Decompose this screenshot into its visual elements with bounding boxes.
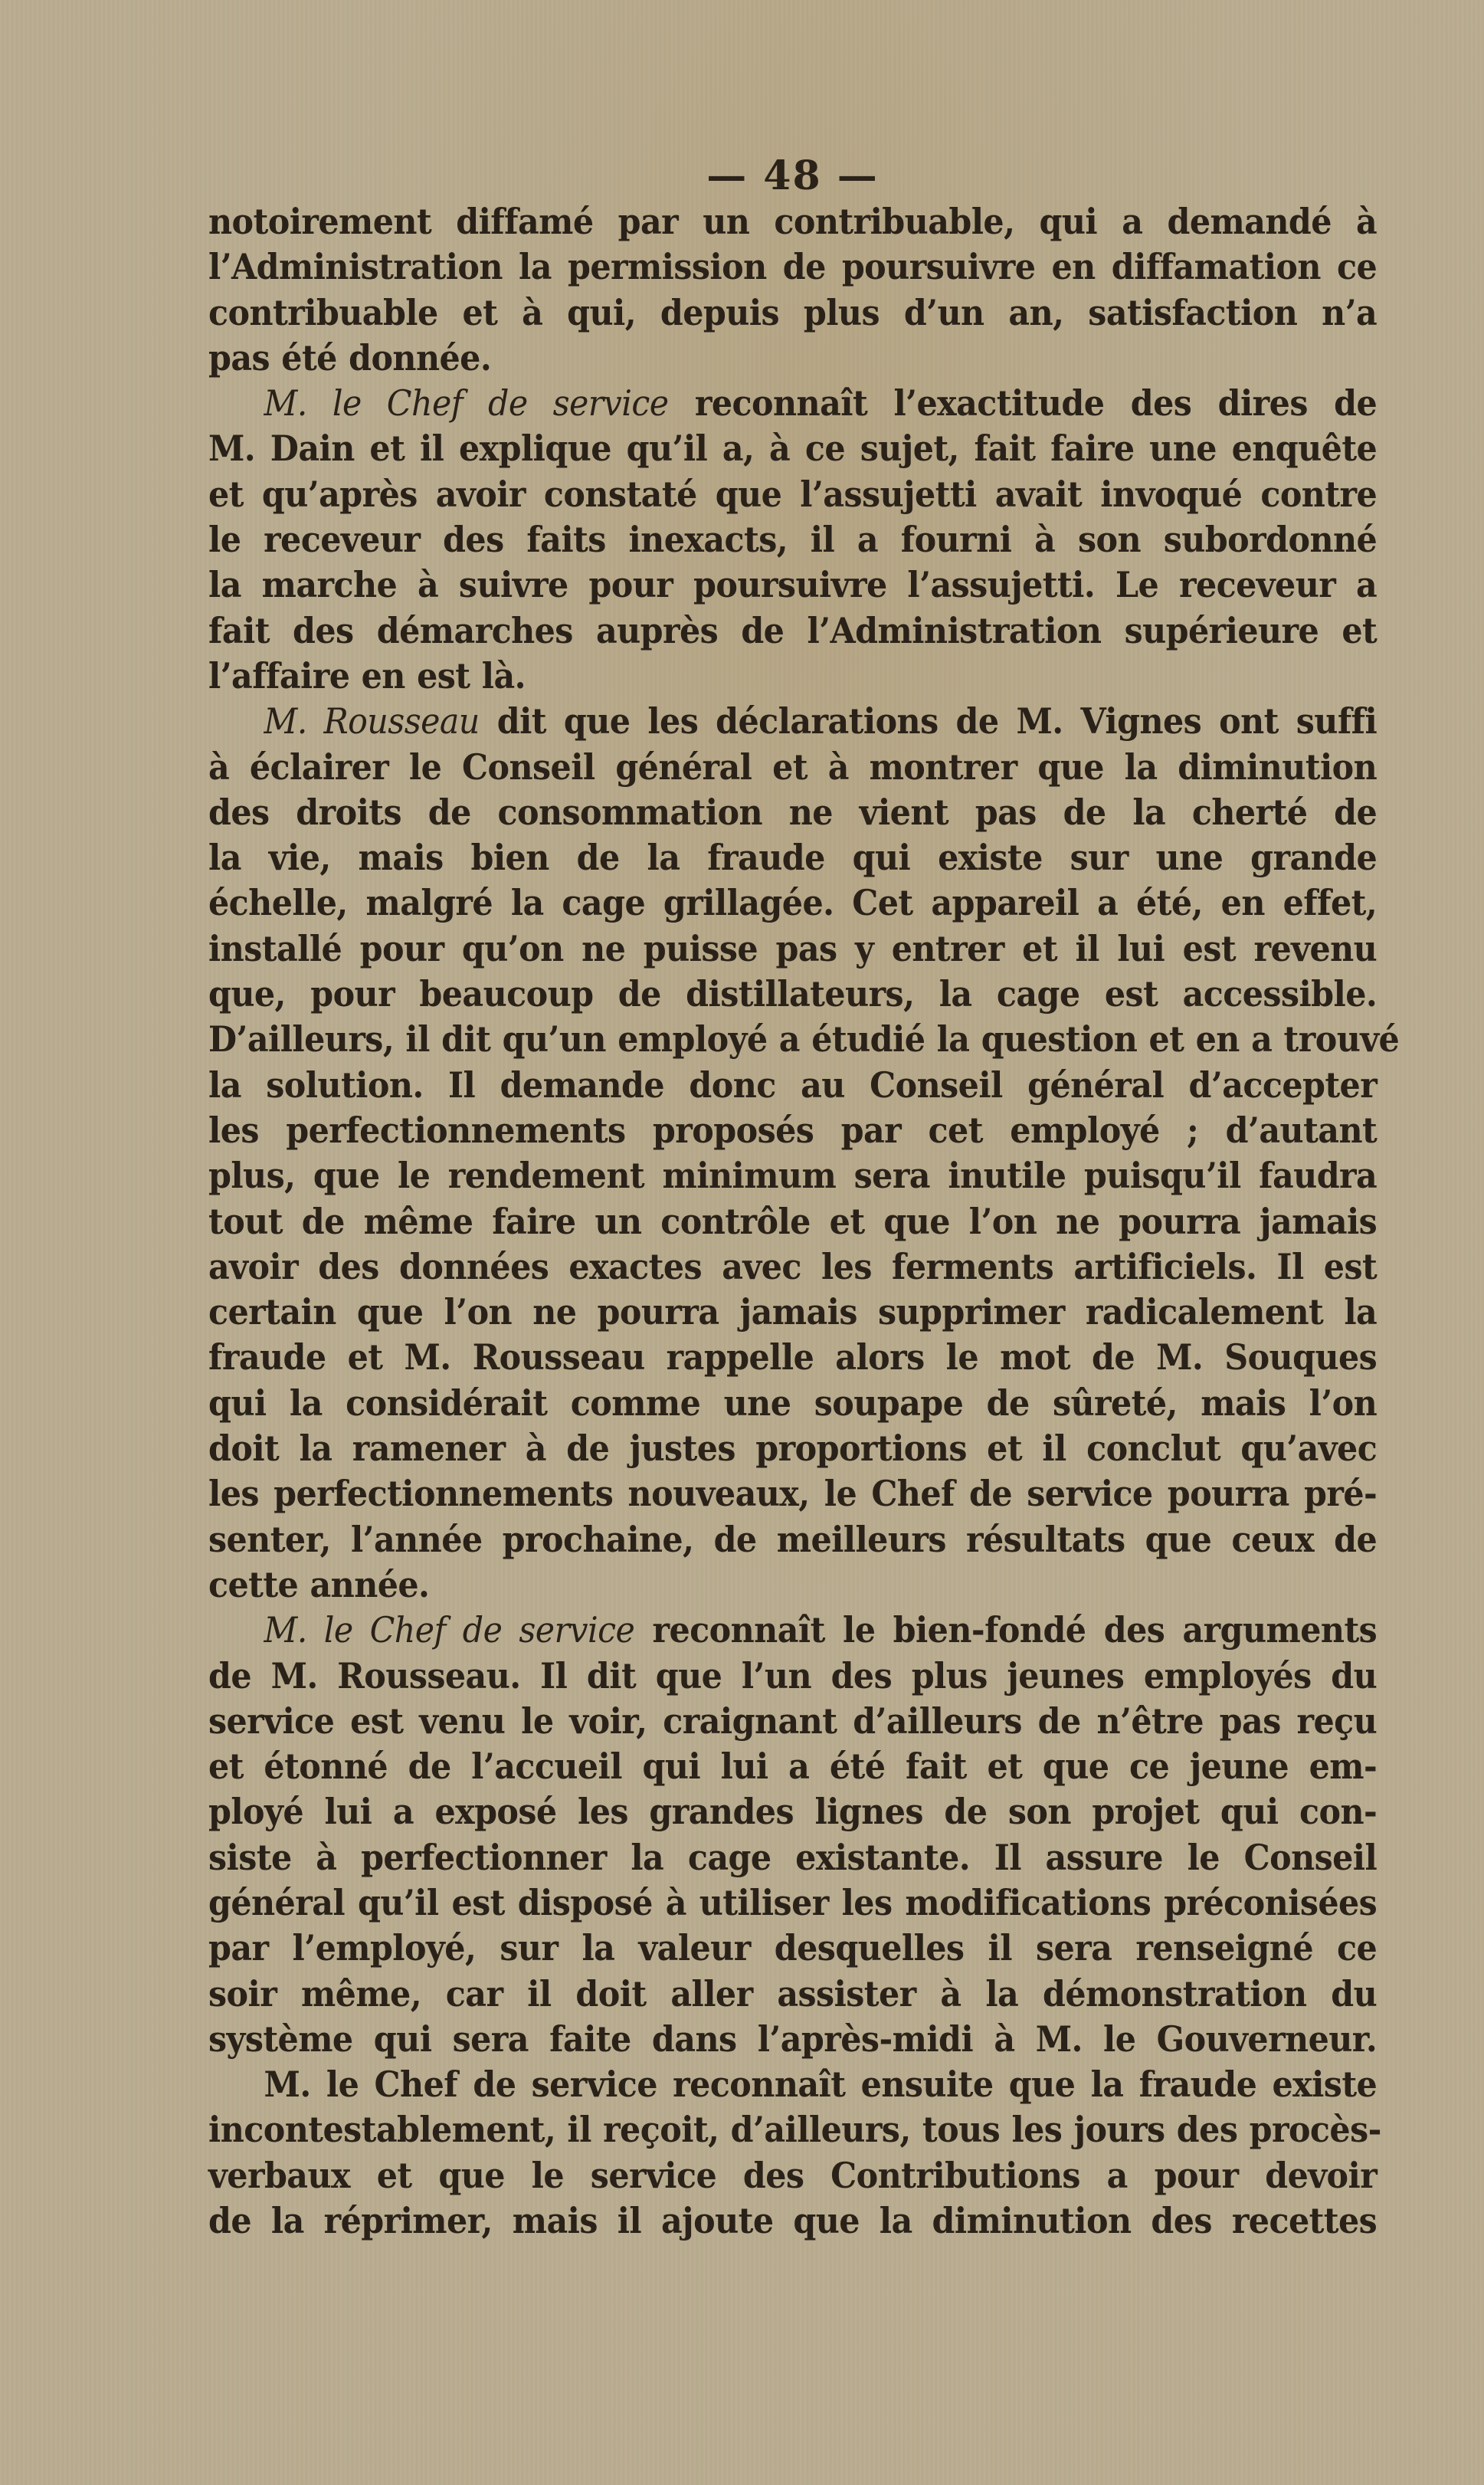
text-line: doit la ramener à de justes proportions et il conclut qu’avec xyxy=(208,1428,1378,1470)
text-line-with-speaker xyxy=(208,699,1377,744)
text-line: dit que les déclarations de M. Vignes ont suffi xyxy=(479,700,1378,743)
text-line: des droits de consommation ne vient pas de la cherté de xyxy=(208,791,1378,833)
text-line: D’ailleurs, il dit qu’un employé a étudié la question et en a trouvé xyxy=(208,1018,1400,1061)
text-line: de la réprimer, mais il ajoute que la diminution des recettes xyxy=(208,2200,1378,2242)
text-line: service est venu le voir, craignant d’ailleurs de n’être pas reçu xyxy=(208,1700,1378,1742)
text-line: reconnaît le bien-fondé des arguments xyxy=(634,1609,1378,1651)
text-line: certain que l’on ne pourra jamais supprimer radicalement la xyxy=(208,1291,1378,1333)
text-line: verbaux et que le service des Contributions a pour devoir xyxy=(208,2154,1378,2196)
text-line: échelle, malgré la cage grillagée. Cet appareil a été, en effet, xyxy=(208,882,1378,924)
text-line: système qui sera faite dans l’après-midi à M. le Gouverneur. xyxy=(208,2018,1378,2060)
speaker-name: M. le Chef de service xyxy=(264,1609,635,1651)
text-line: les perfectionnements nouveaux, le Chef de service pourra pré- xyxy=(208,1473,1378,1515)
text-line: notoirement diffamé par un contribuable, qui a demandé à xyxy=(208,201,1378,242)
text-line: la solution. Il demande donc au Conseil général d’accepter xyxy=(208,1064,1378,1106)
text-line: l’Administration la permission de poursuivre en diffamation ce xyxy=(208,246,1378,288)
text-line: ployé lui a exposé les grandes lignes de son projet qui con- xyxy=(208,1791,1378,1833)
paragraph-rousseau xyxy=(208,699,1400,1608)
text-line: pas été donnée. xyxy=(208,336,492,379)
page-number: — 48 — xyxy=(706,152,879,199)
text-line: M. Dain et il explique qu’il a, à ce sujet, fait faire une enquête xyxy=(208,428,1378,470)
text-line: de M. Rousseau. Il dit que l’un des plus jeunes employés du xyxy=(208,1654,1378,1697)
text-line: soir même, car il doit aller assister à la démonstration du xyxy=(208,1972,1378,2015)
text-line: le receveur des faits inexacts, il a fourni à son subordonné xyxy=(208,519,1378,561)
text-line: les perfectionnements proposés par cet employé ; d’autant xyxy=(208,1109,1378,1151)
scanned-page xyxy=(208,152,1400,2244)
text-line-with-speaker xyxy=(208,1608,1377,1653)
text-line: M. le Chef de service reconnaît ensuite que la fraude existe xyxy=(264,2064,1378,2106)
text-line: fraude et M. Rousseau rappelle alors le mot de M. Souques xyxy=(208,1336,1378,1379)
body-text xyxy=(208,199,1400,2244)
paragraph-continuation xyxy=(208,199,1377,381)
text-line: fait des démarches auprès de l’Administration supérieure et xyxy=(208,609,1378,651)
text-line: à éclairer le Conseil général et à montrer que la diminution xyxy=(208,746,1378,788)
text-line-with-speaker xyxy=(208,381,1377,426)
text-line: que, pour beaucoup de distillateurs, la cage est accessible. xyxy=(208,973,1378,1015)
text-line: contribuable et à qui, depuis plus d’un an, satisfaction n’a xyxy=(208,291,1378,333)
speaker-name: M. le Chef de service xyxy=(264,382,669,425)
text-line: reconnaît l’exactitude des dires de xyxy=(668,382,1378,425)
text-line: général qu’il est disposé à utiliser les modifications préconisées xyxy=(208,1881,1378,1923)
text-line: senter, l’année prochaine, de meilleurs résultats que ceux de xyxy=(208,1518,1378,1560)
text-line: siste à perfectionner la cage existante. Il assure le Conseil xyxy=(208,1836,1378,1878)
paragraph-chef-de-service-2 xyxy=(208,1608,1377,2062)
text-line: la marche à suivre pour poursuivre l’assujetti. Le receveur a xyxy=(208,564,1378,606)
text-line: tout de même faire un contrôle et que l’on ne pourra jamais xyxy=(208,1200,1378,1242)
text-line: et qu’après avoir constaté que l’assujetti avait invoqué contre xyxy=(208,473,1378,515)
text-line: la vie, mais bien de la fraude qui existe sur une grande xyxy=(208,837,1378,879)
paragraph-chef-de-service-3 xyxy=(208,2062,1381,2244)
text-line: installé pour qu’on ne puisse pas y entrer et il lui est revenu xyxy=(208,927,1378,969)
text-line: plus, que le rendement minimum sera inutile puisqu’il faudra xyxy=(208,1155,1378,1197)
text-line: et étonné de l’accueil qui lui a été fait et que ce jeune em- xyxy=(208,1746,1378,1788)
text-line: cette année. xyxy=(208,1563,430,1605)
text-line: incontestablement, il reçoit, d’ailleurs, tous les jours des procès- xyxy=(208,2109,1381,2151)
paragraph-chef-de-service-1 xyxy=(208,381,1377,699)
text-line: avoir des données exactes avec les ferments artificiels. Il est xyxy=(208,1245,1378,1287)
text-line: l’affaire en est là. xyxy=(208,654,526,697)
speaker-name: M. Rousseau xyxy=(264,700,480,743)
text-line: par l’employé, sur la valeur desquelles il sera renseigné ce xyxy=(208,1927,1378,1969)
text-line: qui la considérait comme une soupape de sûreté, mais l’on xyxy=(208,1382,1378,1424)
